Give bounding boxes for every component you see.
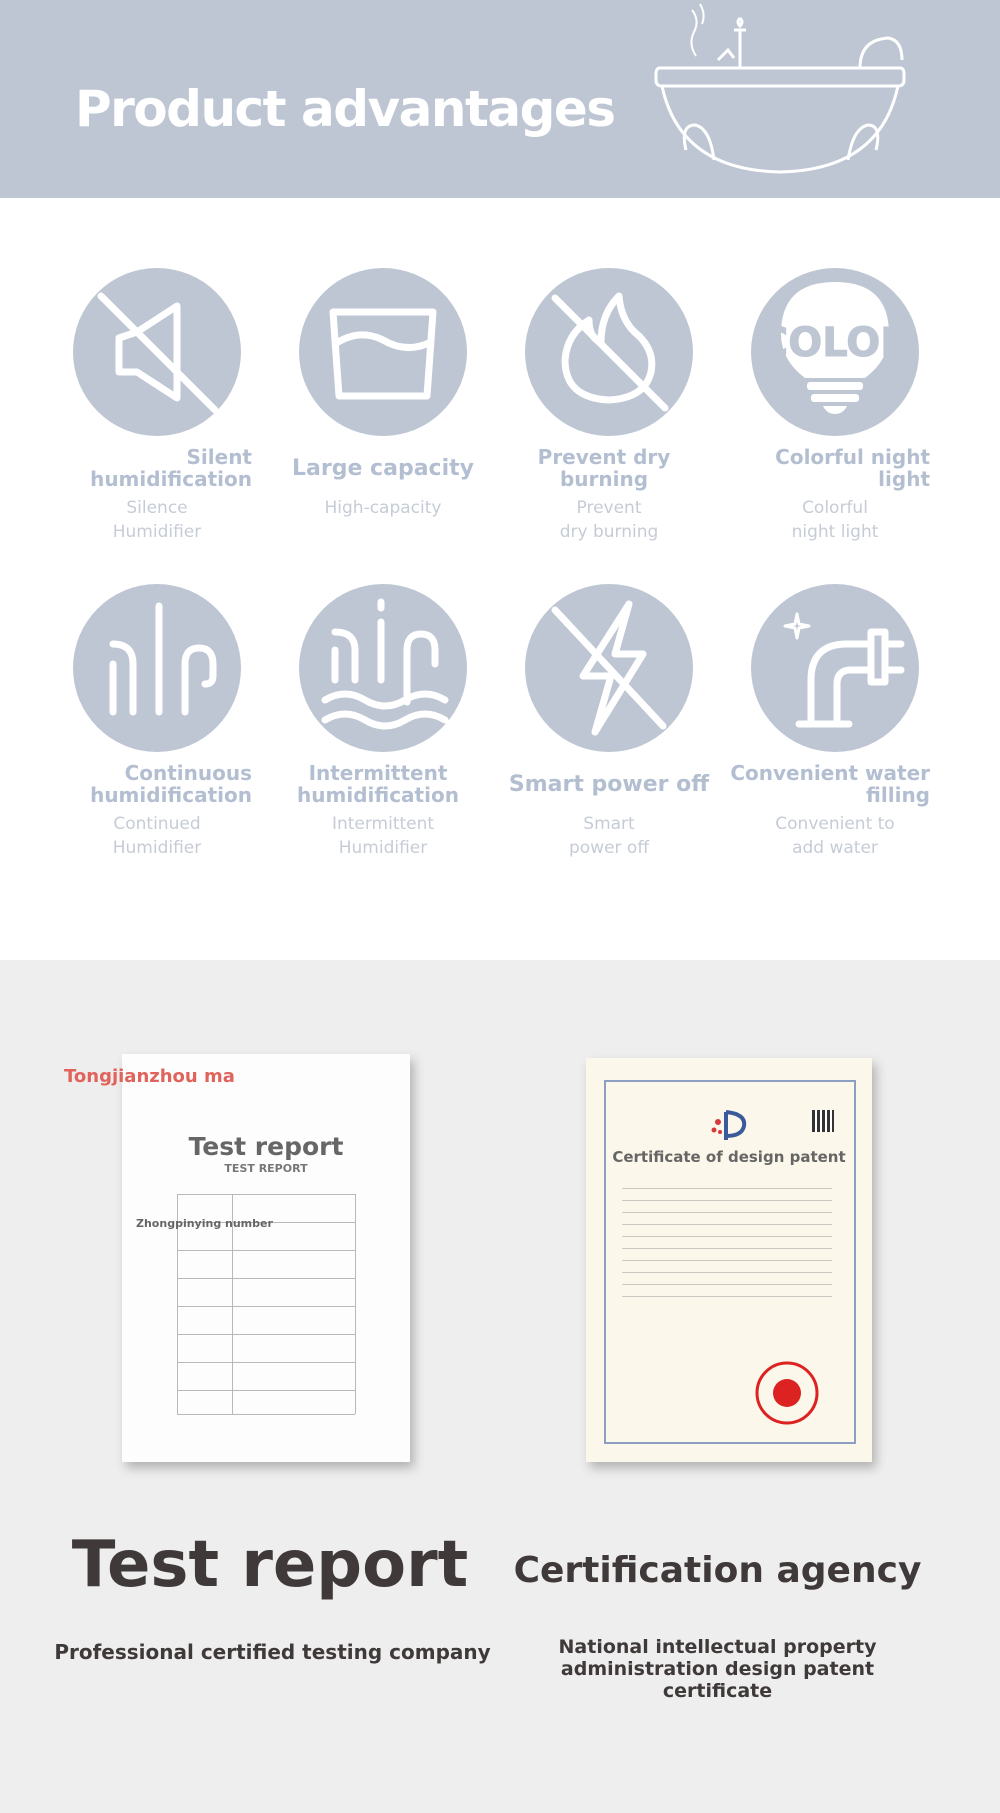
banner-title: Product advantages [75, 80, 615, 138]
feature-subtitle: Silence Humidifier [112, 498, 202, 542]
certification-agency-heading: Certification agency [513, 1550, 922, 1591]
feature-title: Large capacity [292, 456, 474, 481]
mute-speaker-icon [73, 268, 241, 436]
patent-certificate-document [586, 1058, 872, 1462]
mist-streams-icon [73, 584, 241, 752]
banner [0, 0, 1000, 198]
feature-title: Continuous humidification [90, 761, 252, 807]
feature-title: Smart power off [508, 772, 710, 797]
test-report-subtitle: TEST REPORT [224, 1162, 308, 1175]
feature-subtitle: Continued Humidifier [112, 814, 202, 858]
patent-certificate-title: Certificate of design patent [612, 1148, 846, 1166]
no-fire-icon [525, 268, 693, 436]
test-report-caption: Professional certified testing company [54, 1640, 491, 1664]
feature-subtitle: Colorful night light [791, 498, 879, 542]
feature-subtitle: Convenient to add water [775, 814, 895, 858]
test-report-document [122, 1054, 410, 1462]
water-pipe-icon [751, 584, 919, 752]
patent-logo-icon [710, 1108, 754, 1142]
feature-subtitle: Prevent dry burning [559, 498, 659, 542]
test-report-label: Zhongpinying number [136, 1217, 273, 1230]
color-bulb-label: COLOR [758, 320, 912, 366]
feature-subtitle: Intermittent Humidifier [331, 814, 435, 858]
features-section [0, 198, 1000, 960]
official-seal-icon [754, 1360, 820, 1426]
water-tank-icon [299, 268, 467, 436]
feature-title: Colorful night light [775, 445, 930, 491]
feature-subtitle: High-capacity [324, 498, 442, 518]
no-power-icon [525, 584, 693, 752]
feature-title: Intermittent humidification [297, 761, 459, 807]
bathtub-icon [640, 0, 920, 190]
mist-waves-icon [299, 584, 467, 752]
qr-code-icon [812, 1110, 834, 1132]
feature-title: Convenient water filling [730, 761, 930, 807]
test-report-heading: Test report [71, 1528, 469, 1602]
feature-subtitle: Smart power off [568, 814, 650, 858]
certification-agency-caption: National intellectual property administration design patent certificate [558, 1636, 877, 1702]
color-bulb-icon [751, 268, 919, 436]
test-report-title: Test report [188, 1132, 344, 1161]
certificate-text-lines [622, 1188, 832, 1308]
certificates-section [0, 960, 1000, 1813]
watermark-text: Tongjianzhou ma [64, 1066, 235, 1087]
feature-title: Silent humidification [90, 445, 252, 491]
feature-title: Prevent dry burning [537, 445, 671, 491]
